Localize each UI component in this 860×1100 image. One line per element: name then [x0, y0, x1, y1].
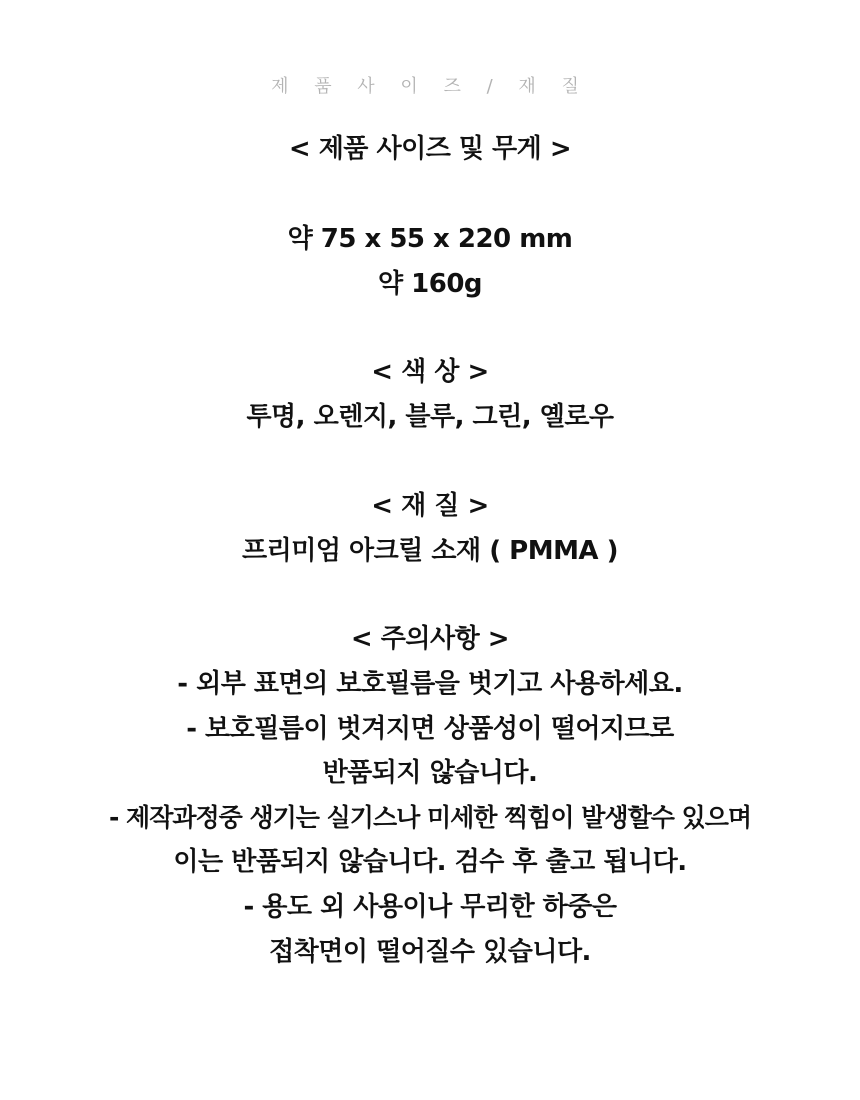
- caution-line: 반품되지 않습니다.: [322, 758, 538, 788]
- caution-heading: < 주의사항 >: [350, 624, 510, 654]
- size-weight-heading: < 제품 사이즈 및 무게 >: [288, 134, 572, 164]
- caution-line: - 제작과정중 생기는 실기스나 미세한 찍힘이 발생할수 있으며: [108, 803, 752, 832]
- color-options-text: 투명, 오렌지, 블루, 그린, 옐로우: [246, 402, 614, 432]
- page-title: 제 품 사 이 즈 / 재 질: [271, 76, 589, 97]
- caution-line: - 용도 외 사용이나 무리한 하중은: [243, 892, 617, 922]
- weight-text: 약 160g: [377, 269, 483, 299]
- caution-line: - 외부 표면의 보호필름을 벗기고 사용하세요.: [177, 669, 683, 699]
- color-heading: < 색 상 >: [371, 357, 489, 387]
- caution-line: - 보호필름이 벗겨지면 상품성이 떨어지므로: [186, 714, 674, 744]
- material-heading: < 재 질 >: [371, 491, 489, 521]
- caution-line: 이는 반품되지 않습니다. 검수 후 출고 됩니다.: [173, 847, 687, 877]
- material-text: 프리미엄 아크릴 소재 ( PMMA ): [242, 536, 618, 566]
- dimensions-text: 약 75 x 55 x 220 mm: [287, 224, 573, 254]
- caution-line: 접착면이 떨어질수 있습니다.: [269, 937, 591, 967]
